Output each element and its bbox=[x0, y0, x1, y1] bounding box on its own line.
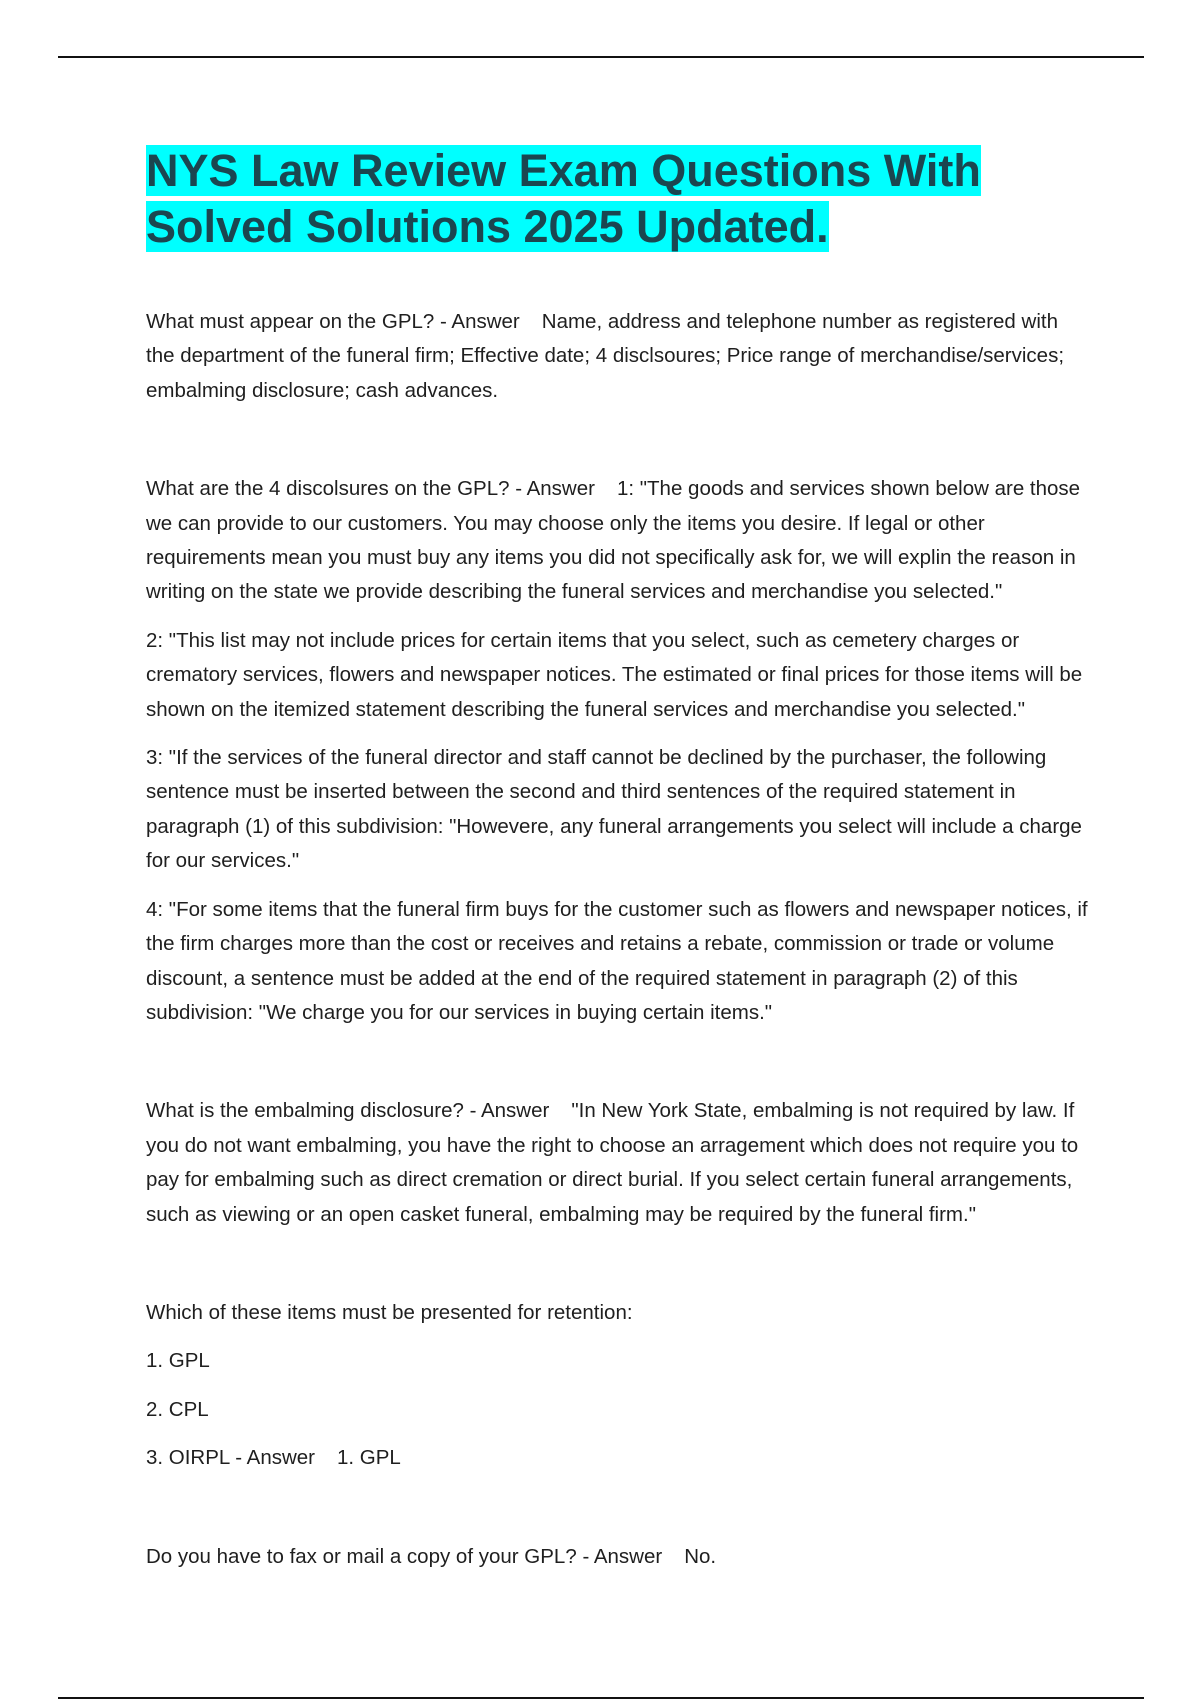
qa-item bbox=[146, 1094, 1091, 1232]
answer-continuation: 3: "If the services of the funeral director and staff cannot be declined by the purchaser, the following sentence must be inserted between the second and third sentences of the required statement in paragraph (1) of this subdivision: "Howevere, any funeral arrangements you select will include a charge for our services." bbox=[146, 746, 1082, 873]
answer-text: "In New York State, embalming is not required by law. If you do not want embalming, you have the right to choose an arragement which does not require you to pay for embalming such as direct cremation or direct burial. If you select certain funeral arrangements, such as viewing or an open casket funeral, embalming may be required by the funeral firm." bbox=[146, 1099, 1079, 1226]
title-line-2: Solved Solutions 2025 Updated. bbox=[146, 201, 829, 252]
question-text: Which of these items must be presented for retention: bbox=[146, 1300, 633, 1324]
bottom-rule bbox=[58, 1697, 1144, 1699]
question-text: What must appear on the GPL? bbox=[146, 310, 435, 333]
answer-marker: - Answer bbox=[235, 1446, 316, 1470]
answer-marker: - Answer bbox=[515, 477, 595, 501]
answer-continuation: 4: "For some items that the funeral firm buys for the customer such as flowers and newspaper notices, if the firm charges more than the cost or receives and retains a rebate, commission or trade or volume discount, a sentence must be added at the end of the required statement in paragraph (2) of this subdivision: "We charge you for our services in buying certain items." bbox=[146, 897, 1088, 1024]
title-line-1: NYS Law Review Exam Questions With bbox=[146, 145, 981, 196]
qa-item bbox=[146, 1540, 1091, 1574]
qa-item bbox=[146, 305, 1091, 408]
top-rule bbox=[58, 56, 1144, 58]
answer-text: No. bbox=[684, 1544, 717, 1568]
answer-marker: - Answer bbox=[440, 310, 520, 333]
answer-marker: - Answer bbox=[469, 1099, 550, 1123]
question-text: Do you have to fax or mail a copy of your GPL? bbox=[146, 1544, 577, 1568]
qa-item bbox=[146, 1441, 1091, 1475]
question-option: 1. GPL bbox=[146, 1349, 210, 1373]
answer-continuation: 2: "This list may not include prices for certain items that you select, such as cemetery charges or crematory services, flowers and newspaper notices. The estimated or final prices for those items will be shown on the itemized statement describing the funeral services and merchandise you selected." bbox=[146, 628, 1083, 721]
document-body bbox=[146, 143, 1091, 1574]
question-option: 2. CPL bbox=[146, 1397, 209, 1421]
question-text: What are the 4 discolsures on the GPL? bbox=[146, 477, 510, 501]
answer-text: 1. GPL bbox=[337, 1446, 401, 1470]
qa-item bbox=[146, 472, 1091, 610]
document-title bbox=[146, 143, 1091, 255]
answer-text: Name, address and telephone number as registered with the department of the funeral firm; Effective date; 4 disclsoures; Price range of merchandise/services; embalming disclosure; cash advances. bbox=[146, 310, 1065, 402]
question-option: 3. OIRPL bbox=[146, 1446, 230, 1470]
question-text: What is the embalming disclosure? bbox=[146, 1099, 464, 1123]
qa-list bbox=[146, 305, 1091, 1574]
answer-marker: - Answer bbox=[582, 1544, 663, 1568]
answer-text: 1: "The goods and services shown below are those we can provide to our customers. You may choose only the items you desire. If legal or other requirements mean you must buy any items you did not specifically ask for, we will explin the reason in writing on the state we provide describing the funeral services and merchandise you selected." bbox=[146, 477, 1081, 604]
